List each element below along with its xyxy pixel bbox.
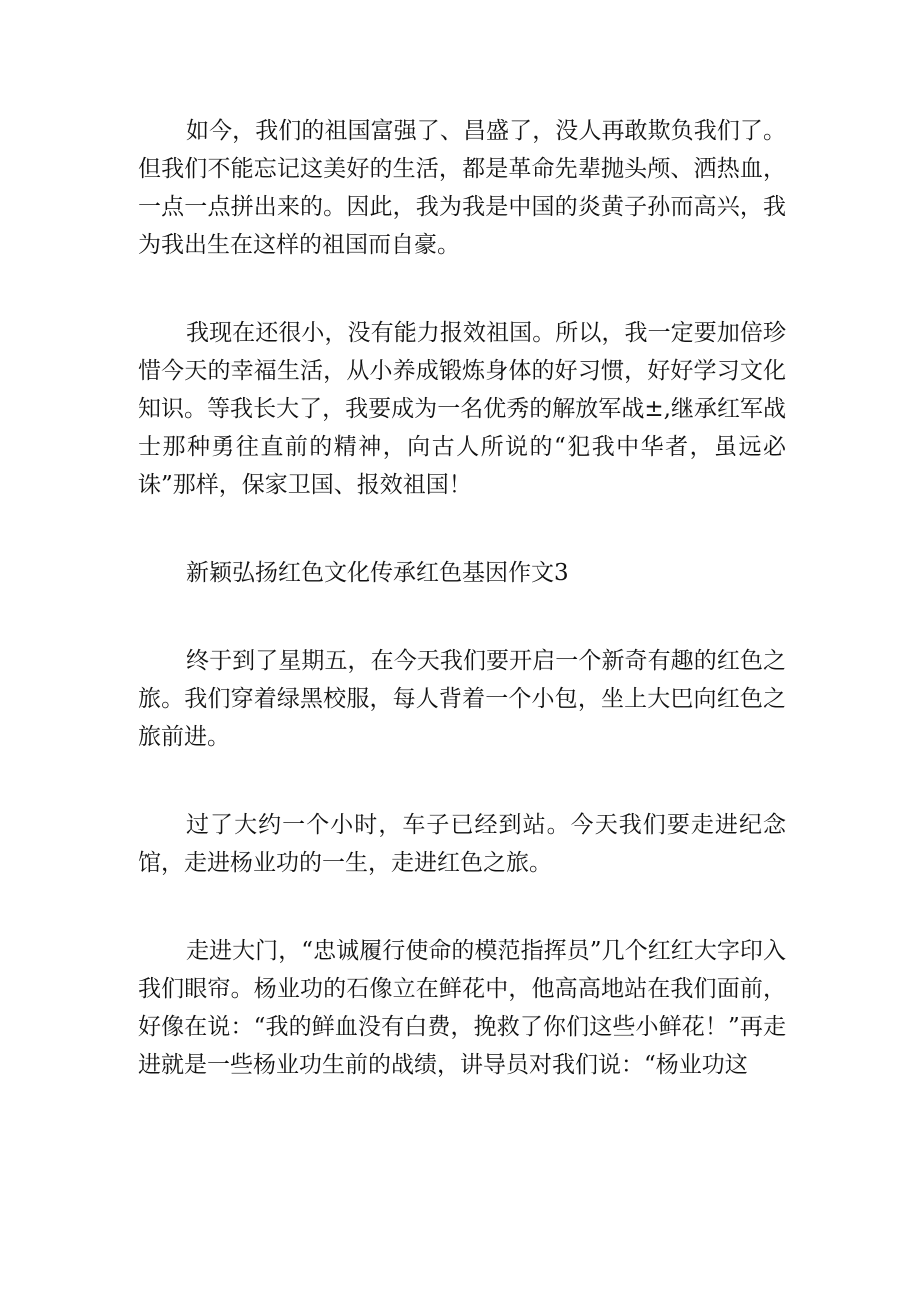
document-page <box>138 112 786 1134</box>
paragraph-1: 如今，我们的祖国富强了、昌盛了，没人再敢欺负我们了。但我们不能忘记这美好的生活，都是革命先辈抛头颅、洒热血，一点一点拼出来的。因此，我为我是中国的炎黄子孙而高兴，我为我出生在这样的祖国而自豪。 <box>138 118 786 258</box>
paragraph-5: 走进大门，“忠诚履行使命的模范指挥员”几个红红大字印入我们眼帘。杨业功的石像立在鲜花中，他高高地站在我们面前，好像在说：“我的鲜血没有白费，挽救了你们这些小鲜花！”再走进就是一些杨业功生前的战绩，讲导员对我们说：“杨业功这 <box>138 938 786 1078</box>
paragraph-3: 终于到了星期五，在今天我们要开启一个新奇有趣的红色之旅。我们穿着绿黑校服，每人背着一个小包，坐上大巴向红色之旅前进。 <box>138 648 786 750</box>
section-heading: 新颖弘扬红色文化传承红色基因作文3 <box>186 560 569 586</box>
paragraph-2: 我现在还很小，没有能力报效祖国。所以，我一定要加倍珍惜今天的幸福生活，从小养成锻炼身体的好习惯，好好学习文化知识。等我长大了，我要成为一名优秀的解放军战±,继承红军战士那种勇往直前的精神，向古人所说的“犯我中华者，虽远必诛”那样，保家卫国、报效祖国！ <box>138 320 786 498</box>
paragraph-4: 过了大约一个小时，车子已经到站。今天我们要走进纪念馆，走进杨业功的一生，走进红色之旅。 <box>138 812 786 876</box>
